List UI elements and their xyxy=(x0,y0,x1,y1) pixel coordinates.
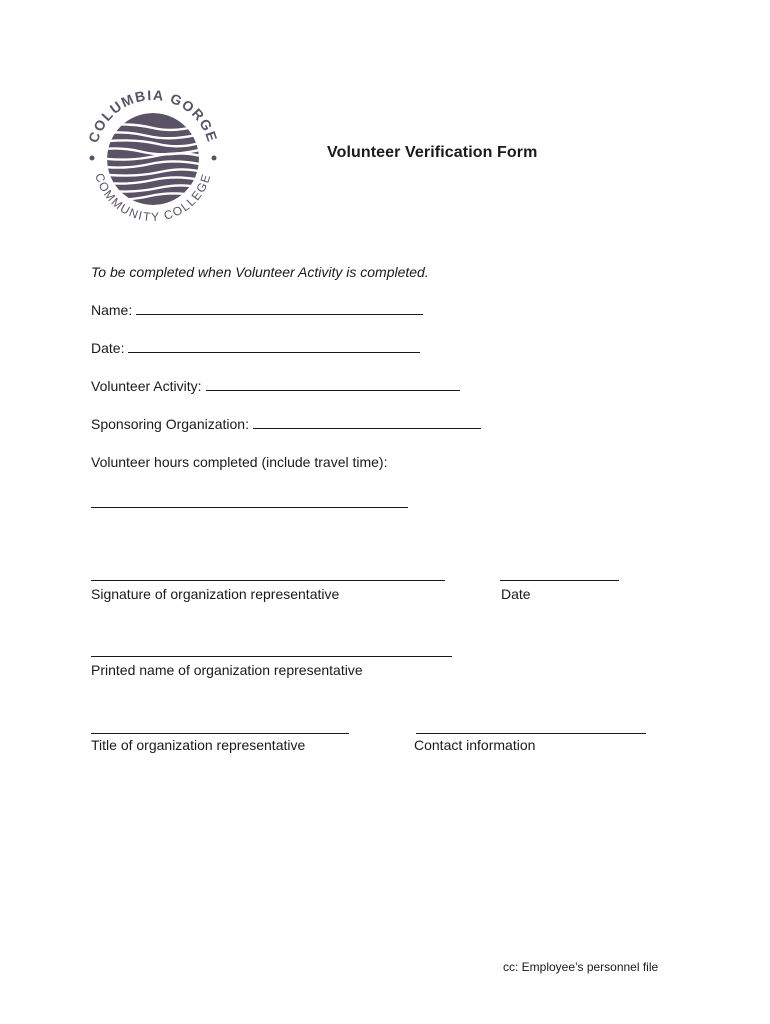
hours-label: Volunteer hours completed (include travel time): xyxy=(91,454,388,470)
signature-line[interactable] xyxy=(91,580,445,581)
contact-line[interactable] xyxy=(416,733,646,734)
signature-date-caption: Date xyxy=(501,586,531,602)
title-line[interactable] xyxy=(91,733,349,734)
activity-blank[interactable] xyxy=(206,378,460,391)
name-label: Name: xyxy=(91,302,133,318)
date-blank[interactable] xyxy=(128,340,420,353)
hours-line[interactable] xyxy=(91,507,408,508)
printed-name-line[interactable] xyxy=(91,656,452,657)
activity-label: Volunteer Activity: xyxy=(91,378,202,394)
logo-dot-left xyxy=(90,156,95,161)
date-label: Date: xyxy=(91,340,125,356)
contact-caption: Contact information xyxy=(414,737,536,753)
date-field[interactable] xyxy=(91,340,420,356)
signature-date-line[interactable] xyxy=(500,580,619,581)
college-logo xyxy=(78,82,228,232)
logo-dot-right xyxy=(212,156,217,161)
instruction-text: To be completed when Volunteer Activity is completed. xyxy=(91,264,429,280)
form-title: Volunteer Verification Form xyxy=(327,144,538,161)
title-caption: Title of organization representative xyxy=(91,737,306,753)
sponsor-blank[interactable] xyxy=(253,416,481,429)
logo-arc-top: COLUMBIA GORGE xyxy=(85,86,221,145)
sponsor-field[interactable] xyxy=(91,416,481,432)
cc-note: cc: Employee’s personnel file xyxy=(503,960,659,974)
name-blank[interactable] xyxy=(136,302,423,315)
printed-name-caption: Printed name of organization representative xyxy=(91,662,363,678)
logo-arc-bottom: COMMUNITY COLLEGE xyxy=(92,171,214,225)
sponsor-label: Sponsoring Organization: xyxy=(91,416,249,432)
activity-field[interactable] xyxy=(91,378,460,394)
signature-caption: Signature of organization representative xyxy=(91,586,340,602)
name-field[interactable] xyxy=(91,302,423,318)
